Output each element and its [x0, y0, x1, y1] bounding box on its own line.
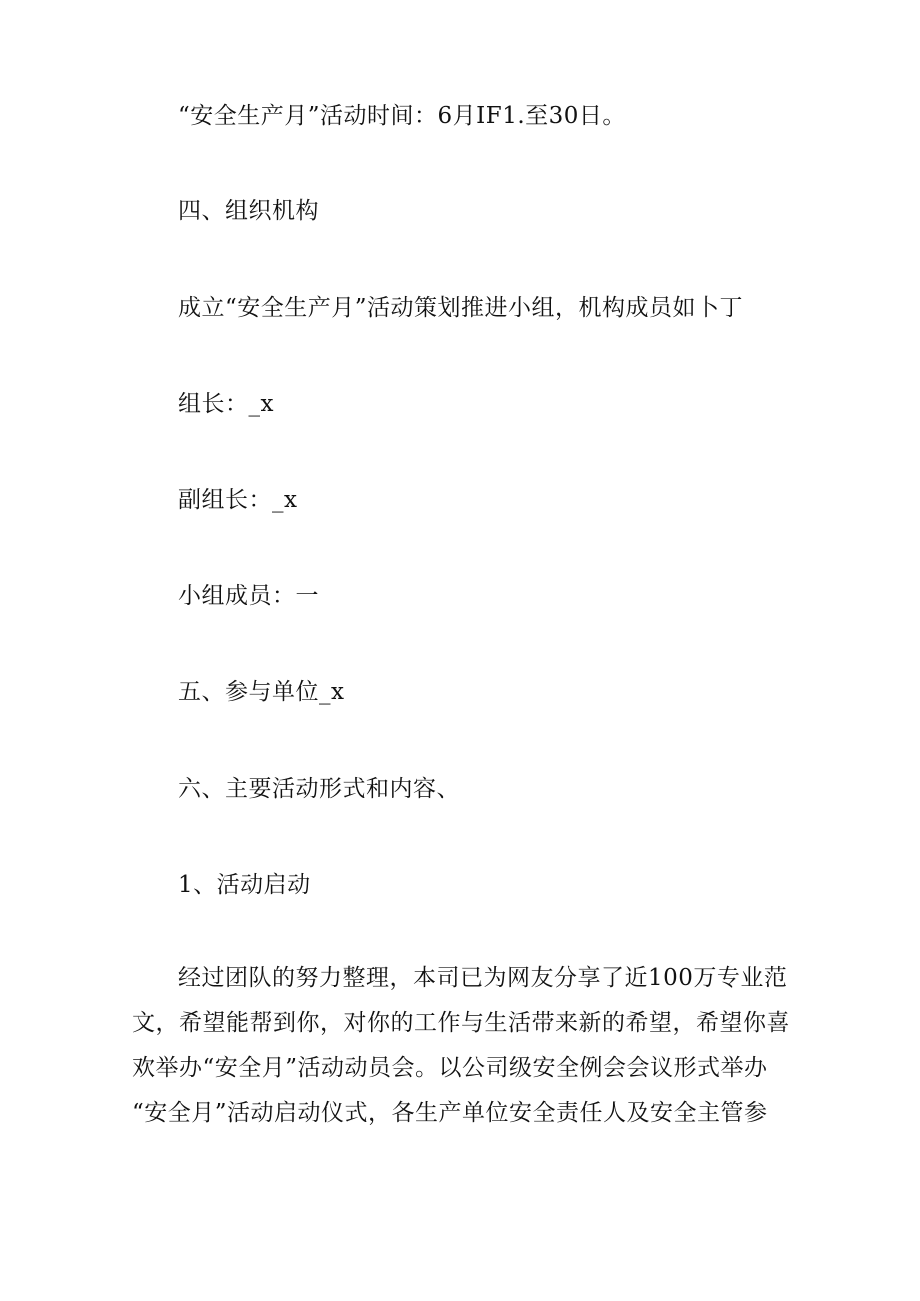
paragraph-line: 欢举办“安全月”活动动员会。以公司级安全例会会议形式举办 [132, 1055, 768, 1081]
deputy-leader-line: 副组长：_x [178, 487, 298, 513]
leader-line: 组长：_x [178, 391, 274, 417]
item-one-heading: 1、活动启动 [178, 872, 311, 898]
paragraph-line: 经过团队的努力整理，本司已为网友分享了近100万专业范 [178, 965, 788, 991]
org-intro-line: 成立“安全生产月”活动策划推进小组，机构成员如卜丁 [178, 295, 744, 321]
section-six-heading: 六、主要活动形式和内容、 [178, 776, 460, 802]
activity-time-line: “安全生产月”活动时间：6月IF1.至30日。 [178, 103, 626, 129]
members-line: 小组成员：一 [178, 583, 319, 609]
paragraph-line: 文，希望能帮到你，对你的工作与生活带来新的希望，希望你喜 [132, 1010, 790, 1036]
paragraph-line: “安全月”活动启动仪式，各生产单位安全责任人及安全主管参 [132, 1100, 768, 1126]
section-four-heading: 四、组织机构 [178, 198, 319, 224]
body-paragraph [132, 956, 800, 1136]
section-five-heading: 五、参与单位_x [178, 679, 345, 705]
